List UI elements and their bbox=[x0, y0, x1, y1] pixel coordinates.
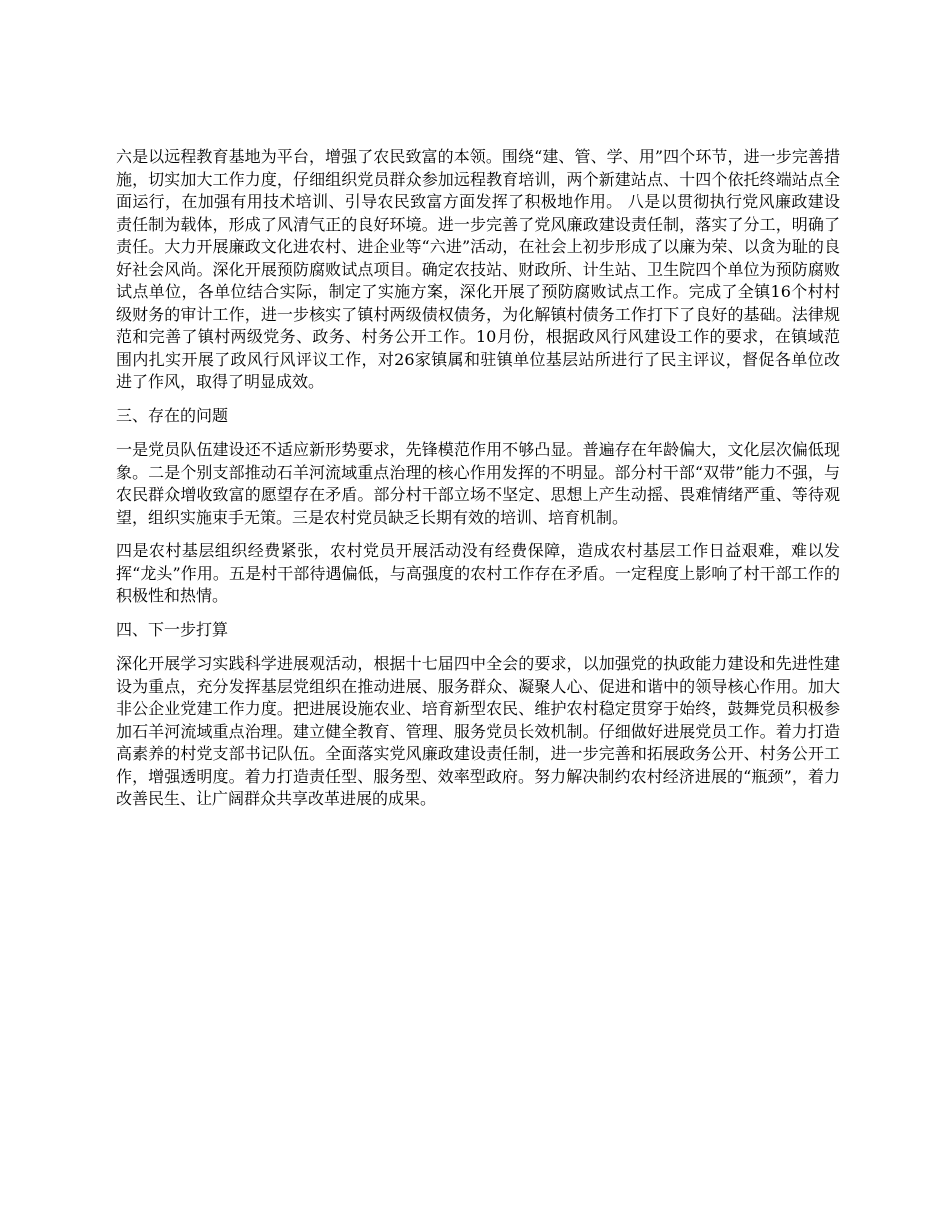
paragraph-next-steps: 深化开展学习实践科学进展观活动，根据十七届四中全会的要求，以加强党的执政能力建设和先进性建设为重点，充分发挥基层党组织在推动进展、服务群众、凝聚人心、促进和谐中的领导核心作用。加大非公企业党建工作力度。把进展设施农业、培育新型农民、维护农村稳定贯穿于始终，鼓舞党员积极参加石羊河流域重点治理。建立健全教育、管理、服务党员长效机制。仔细做好进展党员工作。着力打造高素养的村党支部书记队伍。全面落实党风廉政建设责任制，进一步完善和拓展政务公开、村务公开工作，增强透明度。着力打造责任型、服务型、效率型政府。努力解决制约农村经济进展的“瓶颈”，着力改善民生、让广阔群众共享改革进展的成果。 bbox=[116, 654, 840, 808]
document-body bbox=[116, 146, 840, 822]
paragraph-problems-1: 一是党员队伍建设还不适应新形势要求，先锋模范作用不够凸显。普遍存在年龄偏大，文化层次偏低现象。二是个别支部推动石羊河流域重点治理的核心作用发挥的不明显。部分村干部“双带”能力不强，与农民群众增收致富的愿望存在矛盾。部分村干部立场不坚定、思想上产生动摇、畏难情绪严重、等待观望，组织实施束手无策。三是农村党员缺乏长期有效的培训、培育机制。 bbox=[116, 440, 840, 527]
paragraph-achievements: 六是以远程教育基地为平台，增强了农民致富的本领。围绕“建、管、学、用”四个环节，进一步完善措施，切实加大工作力度，仔细组织党员群众参加远程教育培训，两个新建站点、十四个依托终端站点全面运行，在加强有用技术培训、引导农民致富方面发挥了积极地作用。 八是以贯彻执行党风廉政建设责任制为载体，形成了风清气正的良好环境。进一步完善了党风廉政建设责任制，落实了分工，明确了责任。大力开展廉政文化进农村、进企业等“六进”活动，在社会上初步形成了以廉为荣、以贪为耻的良好社会风尚。深化开展预防腐败试点项目。确定农技站、财政所、计生站、卫生院四个单位为预防腐败试点单位，各单位结合实际，制定了实施方案，深化开展了预防腐败试点工作。完成了全镇16个村村级财务的审计工作，进一步核实了镇村两级债权债务，为化解镇村债务工作打下了良好的基础。法律规范和完善了镇村两级党务、政务、村务公开工作。10月份，根据政风行风建设工作的要求，在镇域范围内扎实开展了政风行风评议工作，对26家镇属和驻镇单位基层站所进行了民主评议，督促各单位改进了作风，取得了明显成效。 bbox=[116, 147, 840, 391]
section-heading-problems: 三、存在的问题 bbox=[116, 405, 229, 425]
paragraph-problems-2: 四是农村基层组织经费紧张，农村党员开展活动没有经费保障，造成农村基层工作日益艰难，难以发挥“龙头”作用。五是村干部待遇偏低，与高强度的农村工作存在矛盾。一定程度上影响了村干部工作的积极性和热情。 bbox=[116, 541, 840, 605]
section-heading-next-steps: 四、下一步打算 bbox=[116, 619, 229, 639]
